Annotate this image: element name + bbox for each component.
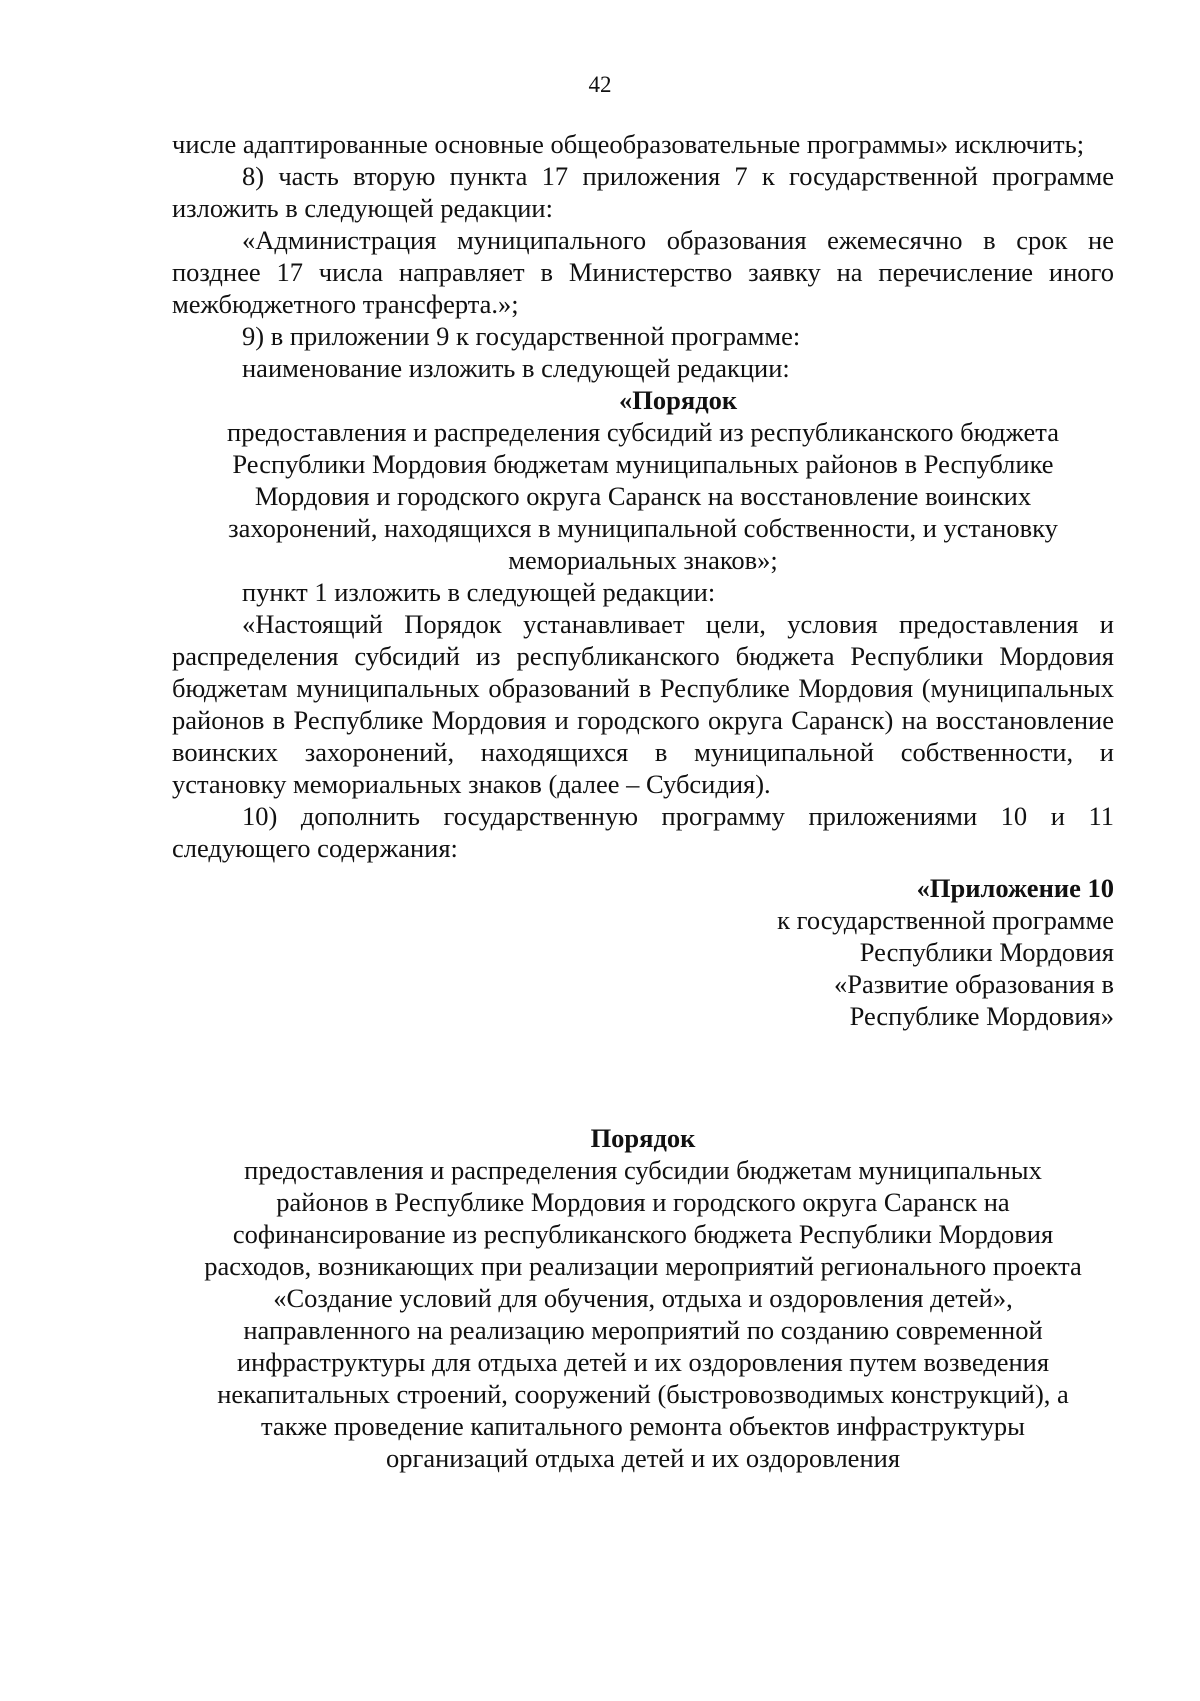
order-2-line: инфраструктуры для отдыха детей и их оздоровления путем возведения [236,1347,1050,1377]
order-1-heading: «Порядок [619,385,738,415]
paragraph-6: пункт 1 изложить в следующей редакции: [242,577,716,607]
paragraph-4: 9) в приложении 9 к государственной программе: [242,321,801,351]
order-2-line: «Создание условий для обучения, отдыха и оздоровления детей», [273,1283,1013,1313]
paragraph-1: числе адаптированные основные общеобразовательные программы» исключить; [172,129,1085,159]
spacer [172,1032,1114,1122]
document-body [172,128,1114,1474]
order-2-block [172,1122,1114,1474]
order-2-line: софинансирование из республиканского бюджета Республики Мордовия [232,1219,1054,1249]
paragraph-3: «Администрация муниципального образования ежемесячно в срок не позднее 17 числа направляет в Министерство заявку на перечисление иного межбюджетного трансферта.»; [172,225,1114,319]
appendix-line-1: к государственной программе [777,905,1114,935]
paragraph-2: 8) часть вторую пункта 17 приложения 7 к государственной программе изложить в следующей редакции: [172,161,1114,223]
appendix-line-2: Республики Мордовия [859,937,1114,967]
order-2-line: направленного на реализацию мероприятий по созданию современной [243,1315,1043,1345]
order-2-line: некапитальных строений, сооружений (быстровозводимых конструкций), а [217,1379,1069,1409]
appendix-line-4: Республике Мордовия» [849,1001,1114,1031]
order-2-line: расходов, возникающих при реализации мероприятий регионального проекта [204,1251,1082,1281]
paragraph-8: 10) дополнить государственную программу приложениями 10 и 11 следующего содержания: [172,801,1114,863]
page-number: 42 [588,72,612,97]
paragraph-5: наименование изложить в следующей редакции: [242,353,790,383]
paragraph-7: «Настоящий Порядок устанавливает цели, условия предоставления и распределения субсидий из республиканского бюджета Республики Мордовия бюджетам муниципальных образований в Республике Мордовия (муниципальных районов в Республике Мордовия и городского округа Саранск) на восстановление воинских захоронений, находящихся в муниципальной собственности, и установку мемориальных знаков (далее – Субсидия). [172,609,1114,799]
appendix-line-3: «Развитие образования в [834,969,1114,999]
order-2-line: предоставления и распределения субсидии бюджетам муниципальных [244,1155,1042,1185]
order-2-line: также проведение капитального ремонта объектов инфраструктуры [261,1411,1025,1441]
order-2-heading: Порядок [590,1123,696,1153]
order-1-title: предоставления и распределения субсидий из республиканского бюджета Республики Мордовия бюджетам муниципальных районов в Республике Мордовия и городского округа Саранск на восстановление воинских захоронений, находящихся в муниципальной собственности, и установку мемориальных знаков»; [227,417,1059,575]
order-2-line: организаций отдыха детей и их оздоровления [385,1443,901,1473]
appendix-block [172,872,1114,1032]
order-2-line: районов в Республике Мордовия и городского округа Саранск на [276,1187,1010,1217]
appendix-title: «Приложение 10 [916,873,1114,903]
